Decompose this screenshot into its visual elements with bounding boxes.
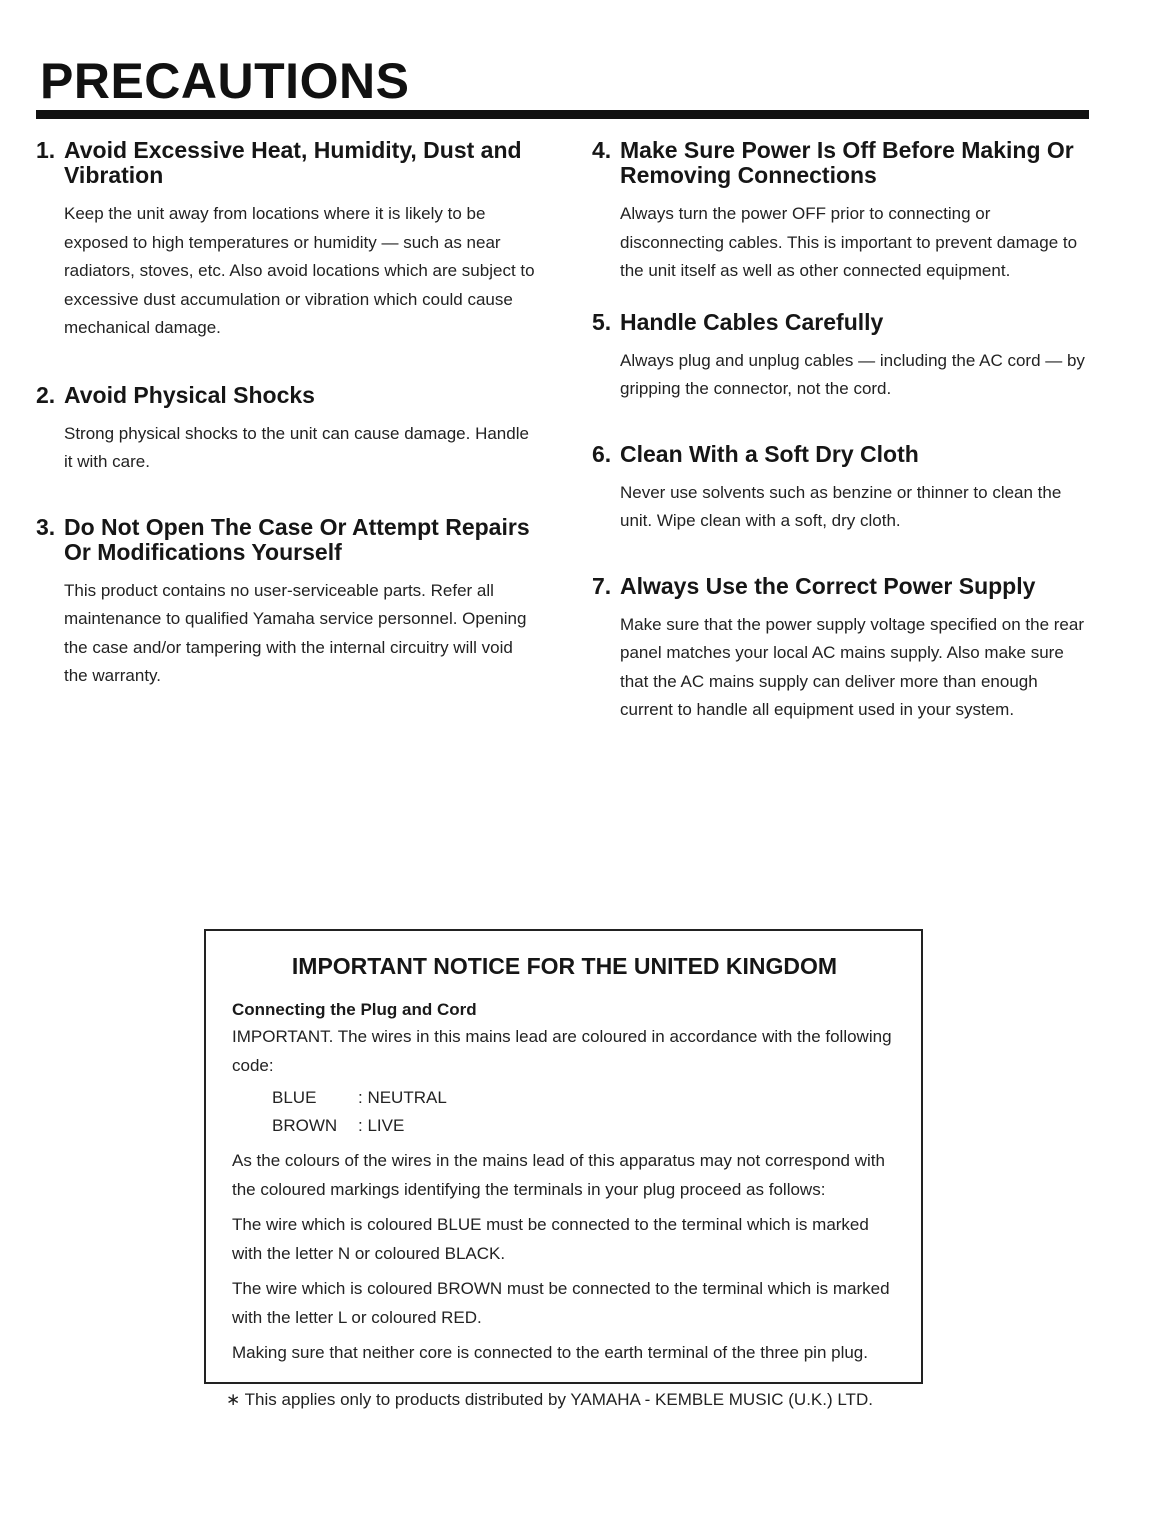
wire-row-brown <box>272 1112 897 1140</box>
precaution-1-heading <box>36 138 541 188</box>
precaution-3-body: This product contains no user-serviceable parts. Refer all maintenance to qualified Yamaha service personnel. Opening the case and/or tampering with the internal circuitry will void the warranty. <box>64 580 527 685</box>
precaution-number: 1. <box>36 137 56 163</box>
precaution-number: 2. <box>36 381 56 408</box>
precaution-2 <box>36 383 541 477</box>
precaution-number: 3. <box>36 513 56 540</box>
title-rule <box>36 110 1089 119</box>
precaution-6-body: Never use solvents such as benzine or thinner to clean the unit. Wipe clean with a soft, dry cloth. <box>620 482 1062 530</box>
precaution-5-heading <box>592 310 1092 335</box>
precaution-1 <box>36 138 541 343</box>
precaution-number: 6. <box>592 440 612 467</box>
precaution-heading-text: Always Use the Correct Power Supply <box>620 572 1036 599</box>
precaution-3 <box>36 515 541 691</box>
page-title: PRECAUTIONS <box>40 53 410 109</box>
precaution-3-heading <box>36 515 541 565</box>
precaution-heading-text: Avoid Excessive Heat, Humidity, Dust and Vibration <box>64 137 522 188</box>
precaution-6-heading <box>592 442 1092 467</box>
precaution-heading-text: Clean With a Soft Dry Cloth <box>620 440 919 467</box>
notice-subtitle: Connecting the Plug and Cord <box>232 1000 477 1019</box>
wire-colour: BROWN <box>272 1116 338 1135</box>
precaution-5 <box>592 310 1092 404</box>
notice-paragraph-2: The wire which is coloured BLUE must be connected to the terminal which is marked with the letter N or coloured BLACK. <box>232 1215 869 1263</box>
precaution-number: 7. <box>592 572 612 599</box>
wire-colour-table <box>272 1084 897 1140</box>
wire-row-blue <box>272 1084 897 1112</box>
wire-function: : NEUTRAL <box>358 1088 447 1107</box>
precaution-2-heading <box>36 383 541 408</box>
precaution-heading-text: Make Sure Power Is Off Before Making Or Removing Connections <box>620 137 1074 188</box>
uk-notice-box <box>204 929 923 1384</box>
wire-colour: BLUE <box>272 1088 317 1107</box>
precaution-2-body: Strong physical shocks to the unit can cause damage. Handle it with care. <box>64 423 529 471</box>
notice-paragraph-3: The wire which is coloured BROWN must be connected to the terminal which is marked with the letter L or coloured RED. <box>232 1279 890 1327</box>
precaution-4-heading <box>592 138 1092 188</box>
precaution-number: 4. <box>592 137 612 163</box>
precaution-7 <box>592 574 1092 725</box>
precaution-1-body: Keep the unit away from locations where it is likely to be exposed to high temperatures or humidity — such as near radiators, stoves, etc. Also avoid locations which are subject to excessive dust accumulation or vibration which could cause mechanical damage. <box>64 204 535 337</box>
precaution-7-body: Make sure that the power supply voltage specified on the rear panel matches your local AC mains supply. Also make sure that the AC mains supply can deliver more than enough current to handle all equipment used in your system. <box>620 614 1084 719</box>
precaution-5-body: Always plug and unplug cables — including the AC cord — by gripping the connector, not the cord. <box>620 350 1085 398</box>
footnote: ∗ This applies only to products distributed by YAMAHA - KEMBLE MUSIC (U.K.) LTD. <box>226 1390 873 1409</box>
notice-intro: IMPORTANT. The wires in this mains lead are coloured in accordance with the following code: <box>232 1027 892 1075</box>
wire-function: : LIVE <box>358 1116 405 1135</box>
precaution-7-heading <box>592 574 1092 599</box>
left-column <box>36 138 541 691</box>
precaution-heading-text: Do Not Open The Case Or Attempt Repairs Or Modifications Yourself <box>64 513 530 565</box>
precaution-4 <box>592 138 1092 286</box>
notice-title: IMPORTANT NOTICE FOR THE UNITED KINGDOM <box>291 953 838 979</box>
precaution-6 <box>592 442 1092 536</box>
precaution-number: 5. <box>592 308 612 335</box>
precaution-heading-text: Handle Cables Carefully <box>620 308 884 335</box>
notice-paragraph-1: As the colours of the wires in the mains lead of this apparatus may not correspond with the coloured markings identifying the terminals in your plug proceed as follows: <box>232 1151 885 1199</box>
precaution-4-body: Always turn the power OFF prior to connecting or disconnecting cables. This is important to prevent damage to the unit itself as well as other connected equipment. <box>620 204 1078 280</box>
precaution-heading-text: Avoid Physical Shocks <box>64 381 315 408</box>
notice-paragraph-4: Making sure that neither core is connected to the earth terminal of the three pin plug. <box>232 1343 868 1362</box>
right-column <box>592 138 1092 725</box>
